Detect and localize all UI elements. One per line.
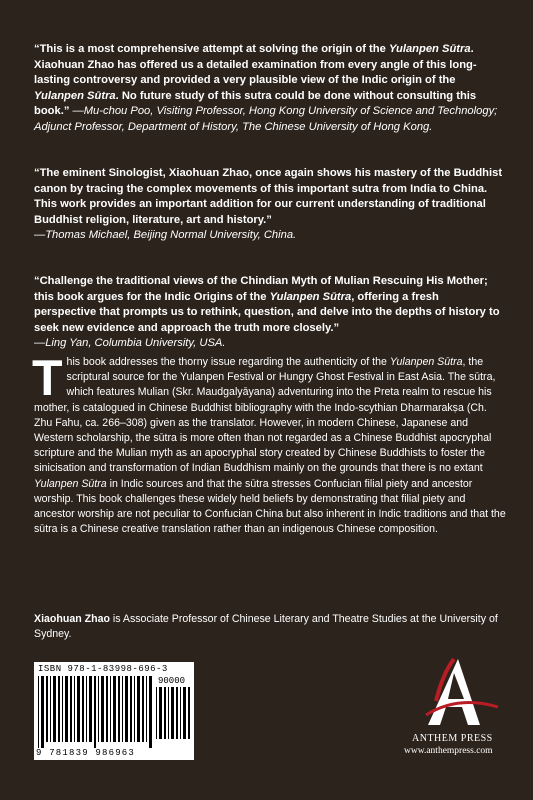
barcode-bar [94, 676, 96, 748]
barcode-bar [168, 687, 169, 739]
barcode-bar [134, 676, 135, 742]
barcode-bar [53, 676, 56, 742]
barcode-bar [110, 676, 111, 742]
text-run: —Mu-chou Poo, Visiting Professor, Hong Kong University of Science and Technology; Adjunct Professor, Department of History, The Chinese University of Hong Kong. [34, 105, 498, 133]
endorsement-quote-1 [34, 42, 504, 136]
text-run: Yulanpen Sūtra [269, 290, 352, 303]
drop-cap-letter: T [32, 350, 63, 406]
barcode-bar [70, 676, 72, 742]
barcode-bar [89, 676, 92, 742]
barcode-bar [122, 676, 123, 742]
barcode-bar [159, 687, 162, 739]
barcode-bar [46, 676, 48, 742]
text-run: “Challenge the traditional views of the Chindian Myth of Mulian Rescuing His Mother; this book argues for the Indic Origins of the [34, 275, 488, 303]
barcode-bar [74, 676, 75, 742]
barcode-bar [77, 676, 80, 742]
description-body [32, 350, 506, 536]
barcode-bar [101, 676, 104, 742]
text-run: , offering a fresh perspective that prompts us to rethink, question, and delve into the depths of history to seek new evidence and approach the truth more closely.” [34, 290, 500, 334]
isbn-label: ISBN 978-1-83998-696-3 [38, 664, 168, 674]
barcode-bar [142, 676, 144, 742]
barcode-bar [156, 687, 157, 739]
barcode-bar [146, 676, 147, 742]
text-run: —Ling Yan, Columbia University, USA. [34, 337, 226, 350]
barcode-bar [125, 676, 128, 742]
barcode-bar [50, 676, 51, 742]
barcode-bar [38, 676, 39, 748]
barcode-bar [176, 687, 178, 739]
barcode-bar [164, 687, 166, 739]
text-run: . No future study of this sutra could be done without consulting this book.” [34, 89, 477, 118]
barcode-bar [188, 687, 190, 739]
barcode-bar [106, 676, 108, 742]
barcode-bar [180, 687, 181, 739]
barcode-bar [58, 676, 60, 742]
addon-barcode-bars [156, 687, 190, 745]
barcode-bar [98, 676, 99, 742]
publisher-name: ANTHEM PRESS [412, 733, 493, 744]
text-run: —Thomas Michael, Beijing Normal University, China. [34, 229, 297, 242]
text-run: Yulanpen Sūtra [389, 356, 463, 368]
barcode-bar [62, 676, 63, 742]
author-bio [34, 612, 508, 642]
text-run: “The eminent Sinologist, Xiaohuan Zhao, once again shows his mastery of the Buddhist canon by tracing the complex movements of this important sutra from India to China. This work provides an important addition for our current understanding of traditional Buddhist religion, literature, art and history.” [34, 167, 503, 226]
ean-digits: 9 781839 986963 [36, 748, 136, 758]
ean-barcode-bars [38, 676, 152, 748]
anthem-a-logo-icon [418, 655, 508, 733]
text-run: Yulanpen Sūtra [34, 477, 107, 490]
barcode-bar [171, 687, 174, 739]
barcode-bar [41, 676, 44, 748]
barcode-bar [183, 687, 186, 739]
text-run: “This is a most comprehensive attempt at solving the origin of the [34, 43, 389, 55]
author-name: Xiaohuan Zhao [34, 613, 110, 625]
barcode-bar [86, 676, 87, 742]
endorsement-quote-3 [34, 274, 504, 352]
text-run: Yulanpen Sūtra [34, 89, 116, 102]
endorsement-quote-2 [34, 166, 504, 244]
book-description [32, 350, 508, 537]
text-run: his book addresses the thorny issue regarding the authenticity of the [66, 356, 390, 368]
text-run: in Indic sources and that the sūtra stresses Confucian filial piety and ancestor worship. This book challenges these widely held beliefs by demonstrating that filial piety and ancestor worship are not peculiar to Confucian China but also inherent in Indic traditions and that the sūtra is a Chinese creative translation rather than an indigenous Chinese composition. [34, 477, 506, 536]
text-run: Yulanpen Sūtra [388, 43, 471, 55]
barcode-bar [149, 676, 152, 748]
price-code: 90000 [158, 676, 186, 686]
barcode-bar [130, 676, 132, 742]
text-run: , the scriptural source for the Yulanpen Festival or Hungry Ghost Festival in East Asia. The sūtra, which features Mulian (Skr. Maudgalyāyana) adventuring into the Preta realm to rescue his mother, is catalogued in Chinese Buddhist bibliography with the Indo-scythian Dharmarakṣa (Ch. Zhu Fahu, ca. 266–308) given as the translator. However, in modern Chinese, Japanese and Western scholarship, the sūtra is more often than not regarded as a Chinese Buddhist apocryphal scripture and the Mulian myth as an apocryphal story created by Chinese Buddhists to foster the sinicisation and transformation of Indian Buddhism mainly on the grounds that there is no extant [34, 356, 496, 475]
barcode-bar [65, 676, 68, 742]
barcode-bar [82, 676, 84, 742]
isbn-barcode [34, 662, 194, 760]
text-run: . Xiaohuan Zhao has offered us a detailed examination from every angle of this long-lasting controversy and provided a very plausible view of the Indic origin of the [34, 43, 477, 87]
barcode-bar [118, 676, 120, 742]
publisher-url: www.anthempress.com [404, 746, 493, 756]
barcode-bar [137, 676, 140, 742]
barcode-bar [113, 676, 116, 742]
author-bio-text: is Associate Professor of Chinese Literary and Theatre Studies at the University of Sydney. [34, 613, 498, 641]
